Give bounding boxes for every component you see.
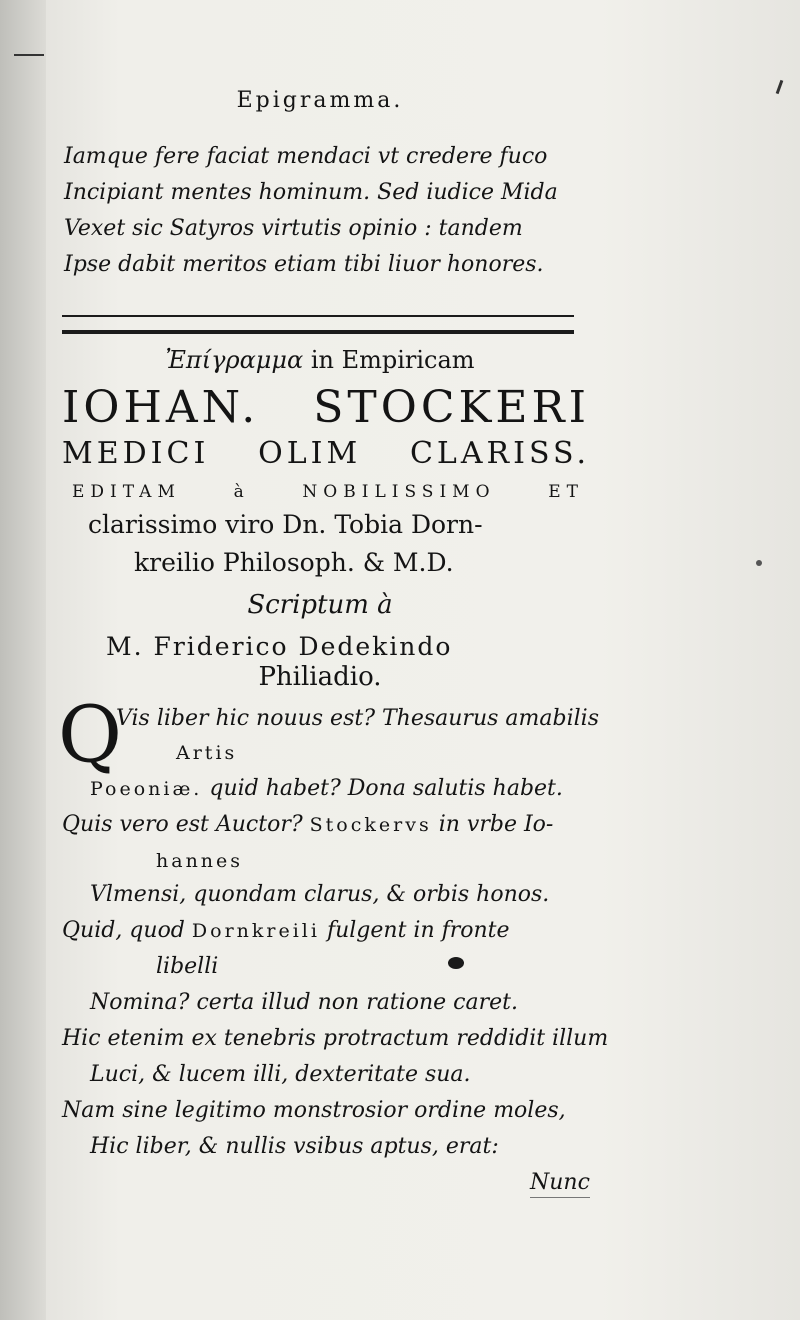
poem-line-10: Hic liber, & nullis vsibus aptus, erat: [90,1134,499,1159]
poem-line-3d [156,848,243,873]
poem-line-4: Vlmensi, quondam clarus, & orbis honos. [90,882,550,907]
poem-line-3c: in vrbe Io- [438,812,554,837]
heading-kreilio: kreilio Philosoph. & M.D. [134,548,454,577]
heading-stockeri: IOHAN. STOCKERI [62,382,590,433]
poem-stockervs: Stockervs [309,814,432,836]
heading-philiadio: Philiadio. [258,662,382,692]
epigram-line-4: Ipse dabit meritos etiam tibi liuor honores. [64,252,544,277]
edge-mark-dot [756,560,762,566]
poem-line-5 [62,918,510,943]
heading-greek: Ἐπίγραμμα [165,346,304,374]
poem-line-9: Nam sine legitimo monstrosior ordine moles, [62,1098,566,1123]
epigram-title: Epigramma. [236,88,404,113]
heading-scriptum: Scriptum à [247,590,393,620]
catchword: Nunc [530,1170,590,1198]
page-gutter [0,0,46,1320]
heading-clarissimo: clarissimo viro Dn. Tobia Dorn- [88,510,483,539]
poem-line-3a: Quis vero est Auctor? [62,812,303,837]
poem-line-5c: fulgent in fronte [326,918,510,943]
poem-poeoniae: Poeoniæ. [90,778,203,800]
poem-hannes: hannes [156,850,244,872]
heading-editam: EDITAM à NOBILISSIMO ET [72,482,584,502]
poem-line-7: Hic etenim ex tenebris protractum reddidit illum [62,1026,609,1051]
poem-line-5a: Quid, quod [62,918,185,943]
poem-line-2-rest: quid habet? Dona salutis habet. [209,776,563,801]
epigram-line-2: Incipiant mentes hominum. Sed iudice Mida [64,180,558,205]
poem-line-2 [90,776,563,801]
divider-rule-thin [62,315,574,317]
poem-line-1: Vis liber hic nouus est? Thesaurus amabilis [116,706,599,731]
poem-artis: Artis [176,742,238,764]
epigram-line-1: Iamque fere faciat mendaci vt credere fuco [64,144,548,169]
heading-line-1 [0,346,640,374]
poem-line-3 [62,812,553,837]
poem-line-5d: libelli [156,954,219,979]
edge-mark-top [14,54,44,56]
heading-author: M. Friderico Dedekindo [106,632,453,661]
poem-dornkreili: Dornkreili [191,920,320,942]
epigram-line-3: Vexet sic Satyros virtutis opinio : tandem [64,216,523,241]
heading-medici: MEDICI OLIM CLARISS. [62,436,590,471]
poem-line-8: Luci, & lucem illi, dexteritate sua. [90,1062,471,1087]
drop-cap: Q [58,690,122,780]
divider-rule-thick [62,330,574,334]
poem-line-6: Nomina? certa illud non ratione caret. [90,990,518,1015]
ink-blot [448,957,464,969]
poem-line-1b [176,740,237,765]
heading-line-1-rest: in Empiricam [310,346,475,374]
edge-mark-right [776,80,784,94]
